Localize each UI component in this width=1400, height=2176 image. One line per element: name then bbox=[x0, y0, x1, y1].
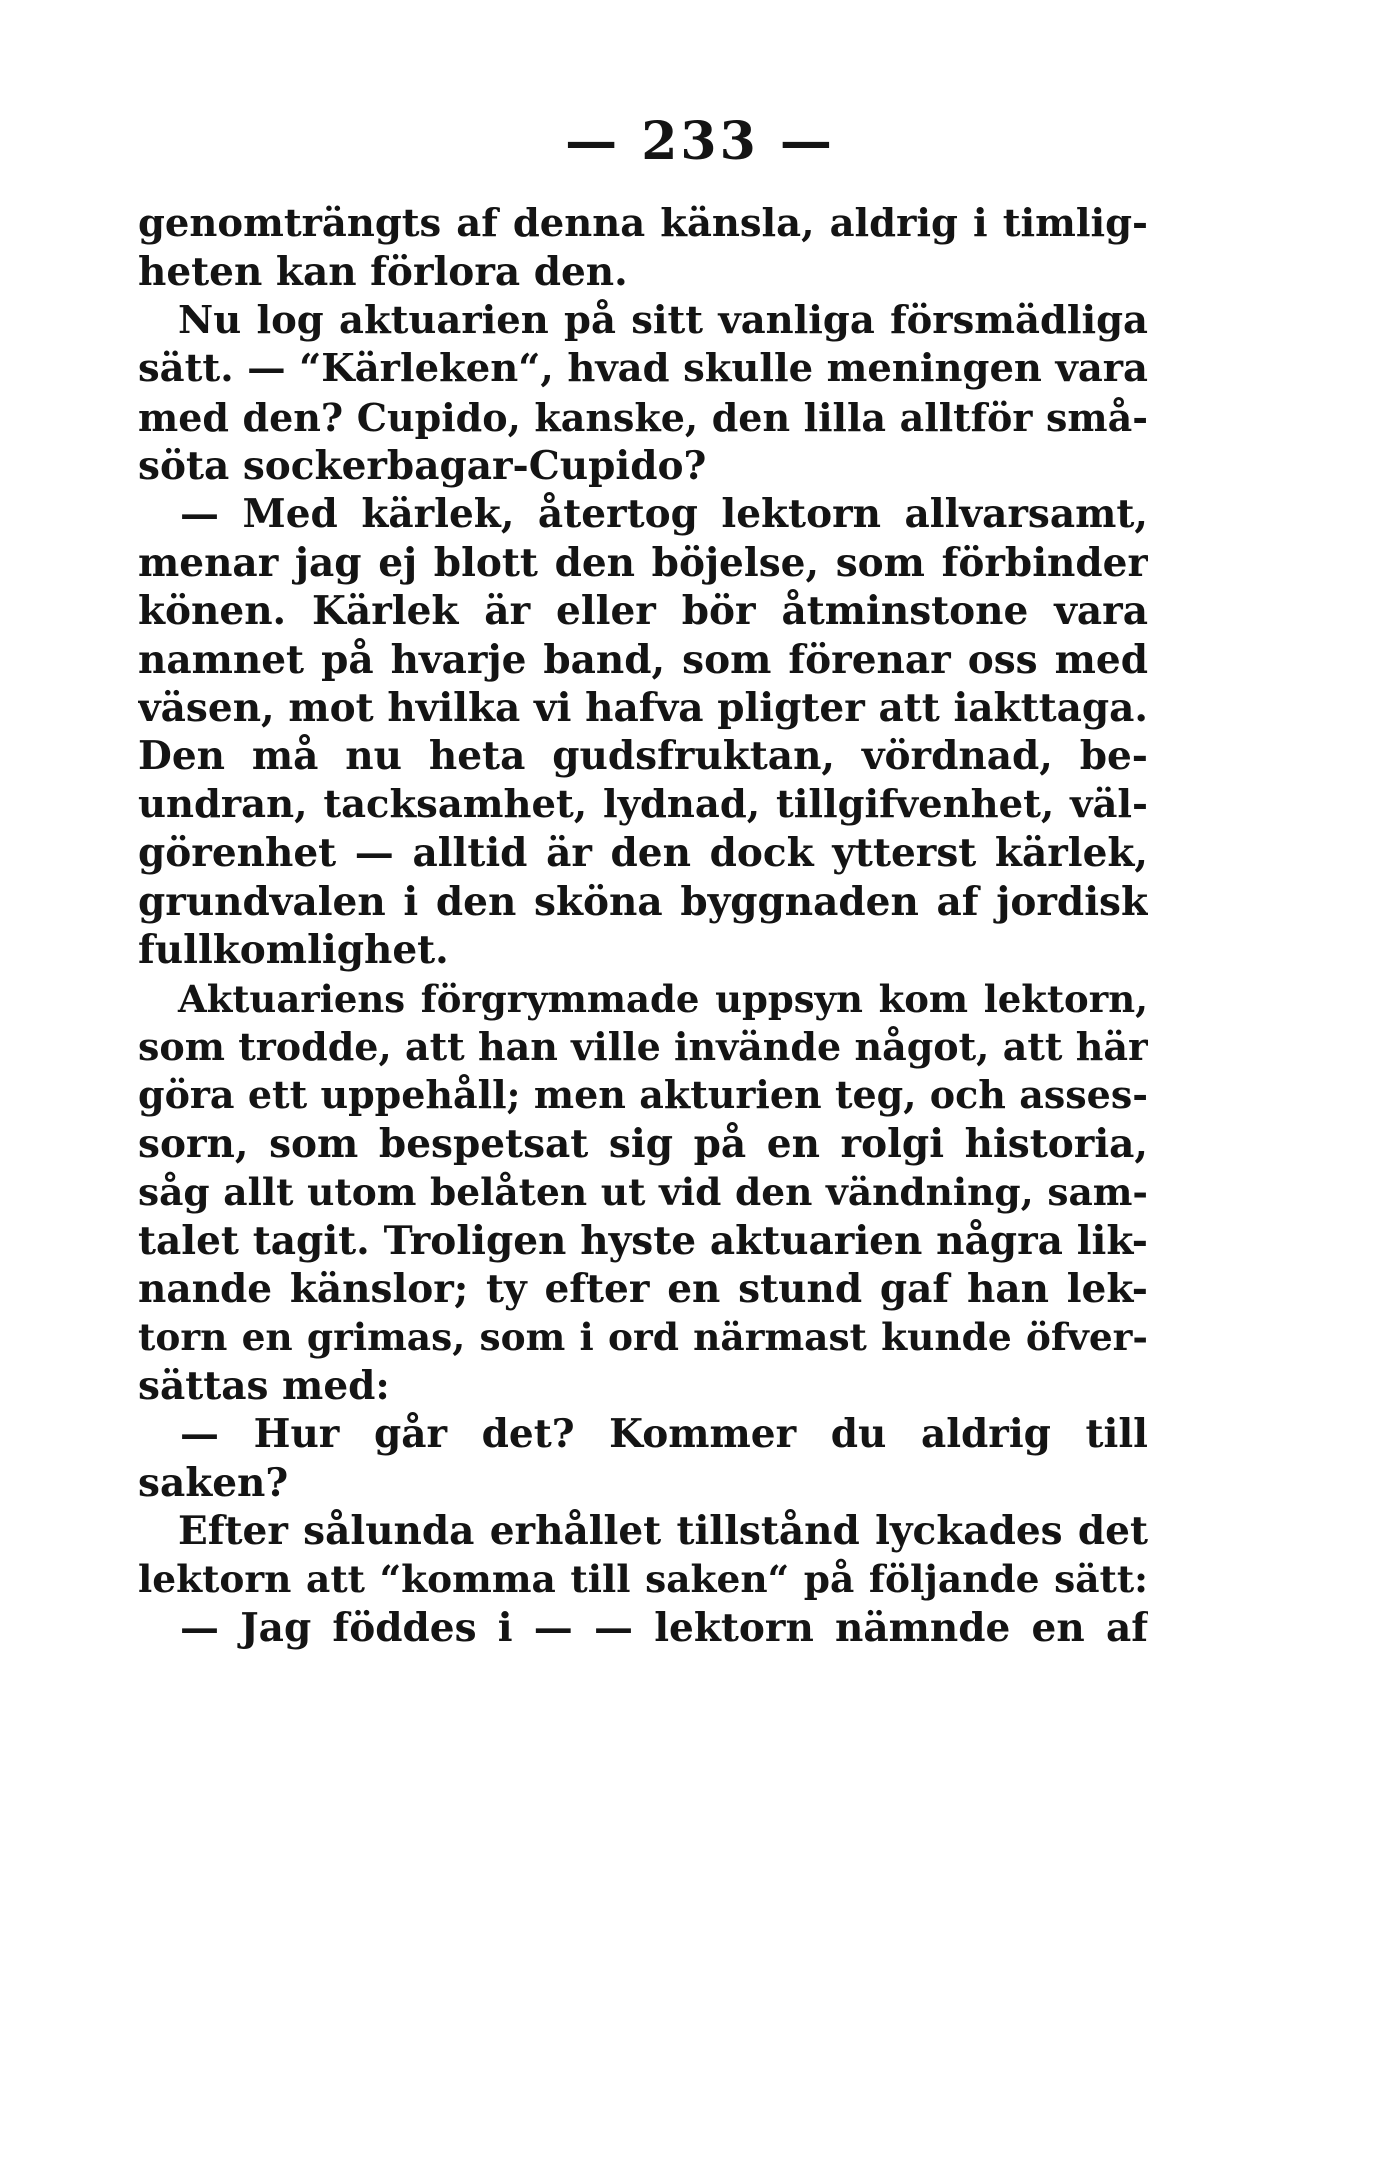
text-line: sättas med: bbox=[138, 1362, 390, 1409]
text-line: undran, tacksamhet, lydnad, tillgifvenhet, väl- bbox=[138, 781, 1148, 827]
text-line: torn en grimas, som i ord närmast kunde öfver- bbox=[138, 1315, 1148, 1360]
body-text bbox=[138, 200, 1148, 1652]
text-line: Nu log aktuarien på sitt vanliga försmädliga bbox=[178, 297, 1148, 343]
text-line: grundvalen i den sköna byggnaden af jordisk bbox=[138, 878, 1148, 925]
text-line: talet tagit. Troligen hyste aktuarien några lik- bbox=[138, 1217, 1148, 1264]
text-line: — Hur går det? Kommer du aldrig till bbox=[180, 1411, 1148, 1458]
text-line: genomträngts af denna känsla, aldrig i timlig- bbox=[138, 201, 1148, 246]
text-line: lektorn att “komma till saken“ på följande sätt: bbox=[138, 1557, 1148, 1602]
text-line: könen. Kärlek är eller bör åtminstone vara bbox=[138, 588, 1148, 635]
text-line: namnet på hvarje band, som förenar oss med bbox=[138, 636, 1148, 683]
text-line: såg allt utom belåten ut vid den vändning, sam- bbox=[138, 1170, 1148, 1215]
text-line: nande känslor; ty efter en stund gaf han lek- bbox=[138, 1265, 1148, 1312]
text-line: Aktuariens förgrymmade uppsyn kom lektorn, bbox=[178, 976, 1148, 1021]
text-line: sorn, som bespetsat sig på en rolgi historia, bbox=[138, 1120, 1148, 1167]
text-line: saken? bbox=[138, 1459, 289, 1506]
text-line: fullkomlighet. bbox=[138, 927, 449, 974]
text-line: söta sockerbagar-Cupido? bbox=[138, 443, 707, 490]
text-line: Efter sålunda erhållet tillstånd lyckades det bbox=[178, 1507, 1148, 1554]
text-line: som trodde, att han ville invände något, att här bbox=[138, 1023, 1148, 1069]
text-line: Den må nu heta gudsfruktan, vördnad, be- bbox=[138, 733, 1148, 780]
text-line: — Jag föddes i — — lektorn nämnde en af bbox=[180, 1604, 1148, 1651]
text-line: väsen, mot hvilka vi hafva pligter att iakttaga. bbox=[138, 685, 1148, 732]
text-line: — Med kärlek, återtog lektorn allvarsamt, bbox=[180, 491, 1148, 538]
text-line: heten kan förlora den. bbox=[138, 249, 628, 296]
text-line: görenhet — alltid är den dock ytterst kärlek, bbox=[138, 830, 1148, 877]
text-line: sätt. — “Kärleken“, hvad skulle meningen vara bbox=[138, 346, 1148, 392]
text-line: med den? Cupido, kanske, den lilla alltför små- bbox=[138, 394, 1148, 440]
page-number: — 233 — bbox=[565, 111, 835, 172]
text-line: menar jag ej blott den böjelse, som förbinder bbox=[138, 539, 1148, 586]
text-line: göra ett uppehåll; men akturien teg, och asses- bbox=[138, 1072, 1148, 1118]
